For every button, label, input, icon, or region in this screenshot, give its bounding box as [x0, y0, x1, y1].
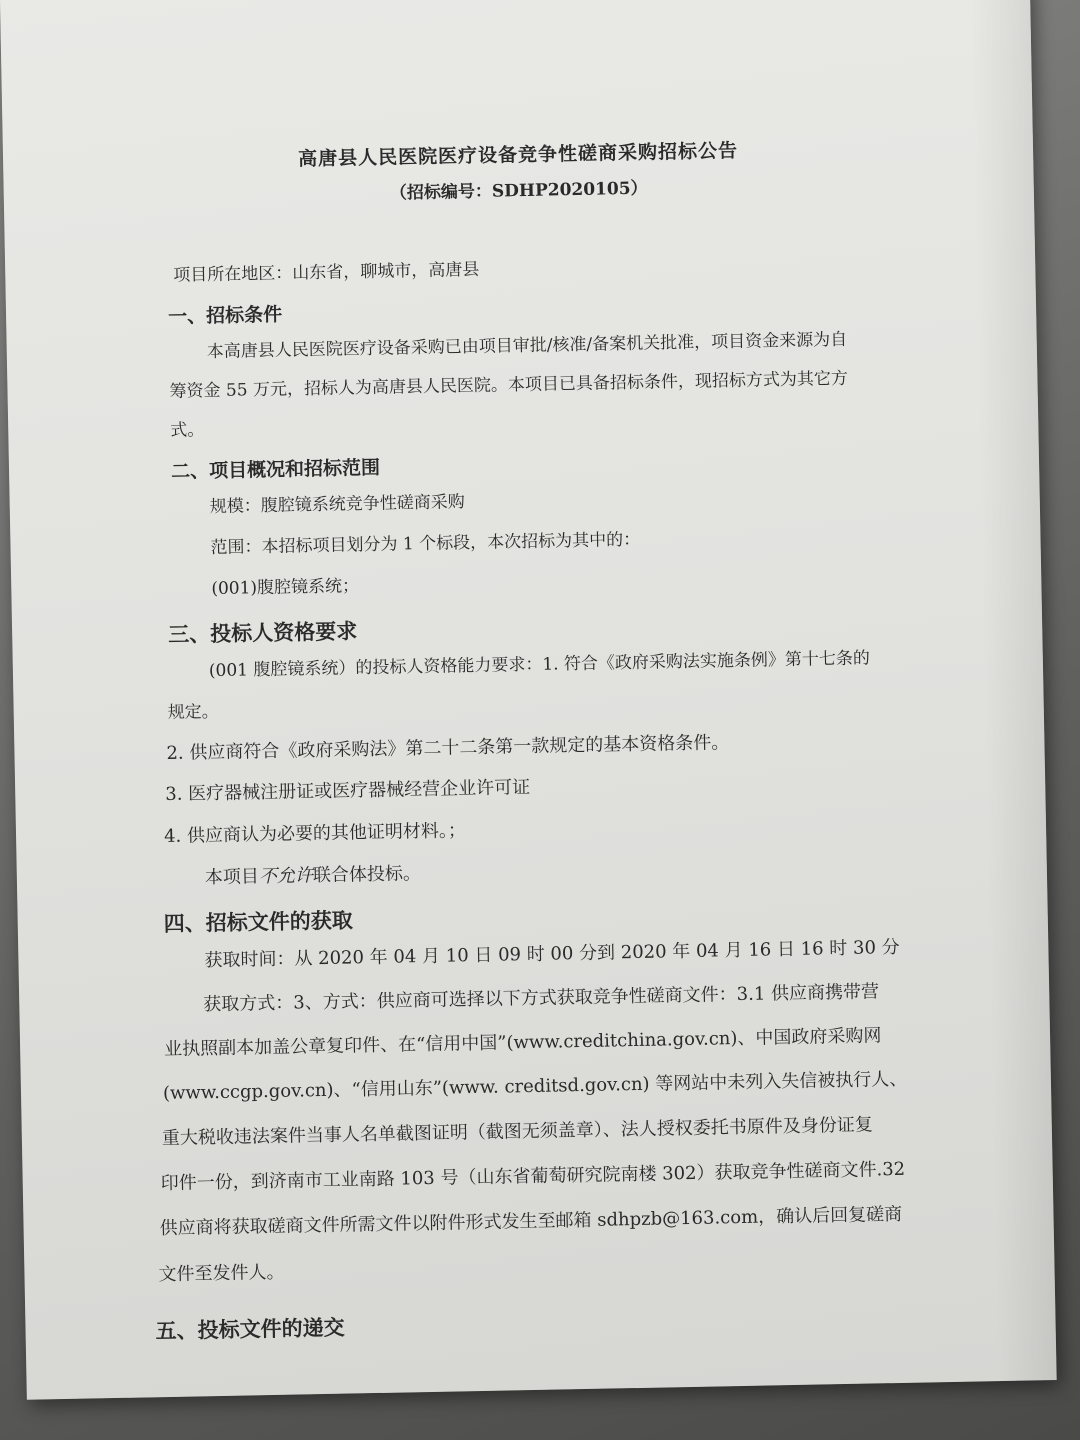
tender-code: （招标编号：SDHP2020105） — [389, 178, 648, 204]
consortium-emphasis: 不允许 — [258, 865, 314, 888]
project-region: 项目所在地区：山东省，聊城市，高唐县 — [173, 259, 480, 286]
consortium-suffix: 联合体投标。 — [312, 863, 422, 887]
paragraph-line: 2. 供应商符合《政府采购法》第二十二条第一款规定的基本资格条件。 — [166, 732, 730, 764]
paragraph-line: (www.ccgp.gov.cn)、“信用山东”(www. creditsd.gov.cn) 等网站中未列入失信被执行人、 — [162, 1068, 908, 1105]
paragraph-line: 文件至发件人。 — [158, 1261, 285, 1286]
section-heading: 三、投标人资格要求 — [167, 618, 358, 647]
section-heading: 五、投标文件的递交 — [155, 1314, 345, 1344]
paragraph-line: 规模：腹腔镜系统竞争性磋商采购 — [209, 492, 465, 518]
section-heading: 二、项目概况和招标范围 — [170, 456, 381, 483]
consortium-statement — [205, 863, 421, 889]
paragraph-line: 4. 供应商认为必要的其他证明材料。； — [163, 820, 467, 848]
paragraph-line: (001 腹腔镜系统）的投标人资格能力要求：1. 符合《政府采购法实施条例》第十七条的 — [208, 648, 871, 682]
paragraph-line: 获取时间：从 2020 年 04 月 10 日 09 时 00 分到 2020 年 04 月 16 日 16 时 30 分 — [204, 936, 900, 972]
section-heading: 一、招标条件 — [167, 303, 283, 328]
page-shadow — [970, 0, 1057, 1381]
paragraph-line: 印件一份，到济南市工业南路 103 号（山东省葡萄研究院南楼 302）获取竞争性磋商文件.32 — [160, 1158, 906, 1195]
paragraph-line: 筹资金 55 万元，招标人为高唐县人民医院。本项目已具备招标条件，现招标方式为其它方 — [169, 368, 849, 402]
paragraph-line: 式。 — [170, 420, 205, 441]
paragraph-line: 本高唐县人民医院医疗设备采购已由项目审批/核准/备案机关批准，项目资金来源为自 — [206, 329, 848, 363]
section-heading: 四、招标文件的获取 — [163, 907, 353, 937]
paragraph-line: 供应商将获取磋商文件所需文件以附件形式发生至邮箱 sdhpzb@163.com，确认后回复磋商 — [159, 1203, 903, 1240]
paragraph-line: (001)腹腔镜系统； — [211, 576, 360, 600]
paragraph-line: 获取方式：3、方式：供应商可选择以下方式获取竞争性磋商文件：3.1 供应商携带营 — [203, 981, 880, 1016]
paragraph-line: 重大税收违法案件当事人名单截图证明（截图无须盖章）、法人授权委托书原件及身份证复 — [161, 1114, 873, 1150]
document-title: 高唐县人民医院医疗设备竞争性磋商采购招标公告 — [297, 139, 739, 171]
paragraph-line: 3. 医疗器械注册证或医疗器械经营企业许可证 — [165, 776, 531, 805]
paragraph-line: 业执照副本加盖公章复印件、在“信用中国”(www.creditchina.gov.cn)、中国政府采购网 — [163, 1025, 882, 1061]
consortium-prefix: 本项目 — [204, 866, 260, 889]
paragraph-line: 范围：本招标项目划分为 1 个标段，本次招标为其中的： — [210, 529, 641, 559]
paragraph-line: 规定。 — [167, 701, 219, 723]
